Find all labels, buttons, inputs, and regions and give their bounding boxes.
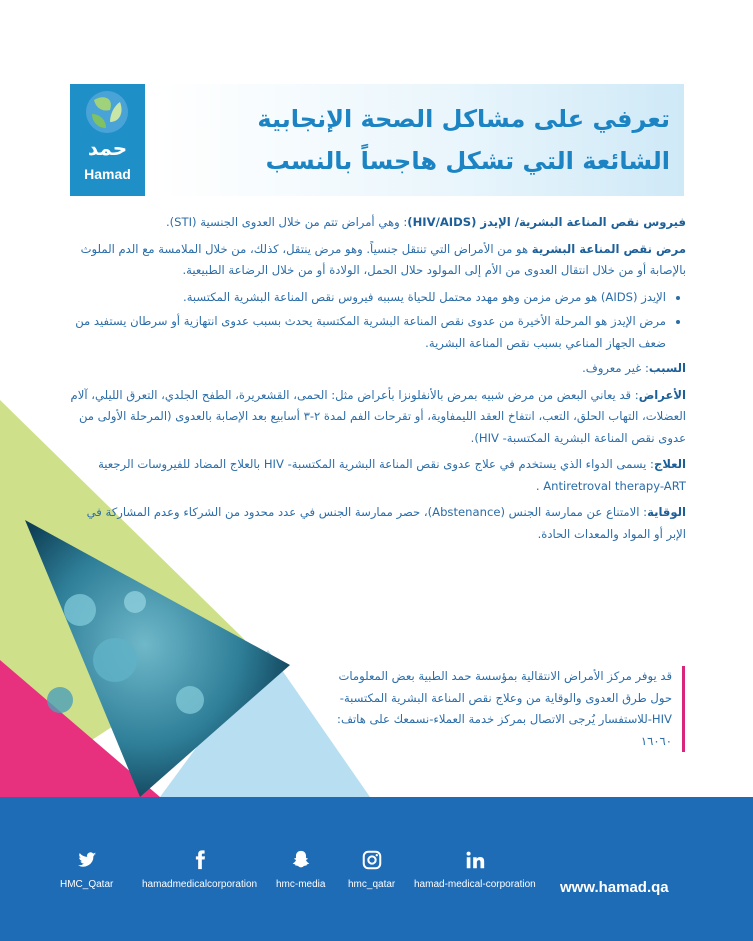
snapchat-icon (290, 849, 312, 871)
cause-paragraph (66, 358, 686, 380)
linkedin-icon (464, 849, 486, 871)
hiv-disease-paragraph (66, 239, 686, 282)
hiv-text: : وهي أمراض تتم من خلال العدوى الجنسية (STI). (165, 215, 408, 229)
prevention-paragraph (66, 502, 686, 545)
symptoms-paragraph (66, 385, 686, 450)
instagram-icon (361, 849, 383, 871)
hiv-paragraph (66, 212, 686, 234)
twitter-icon (76, 849, 98, 871)
hiv-heading: فيروس نقص المناعة البشرية/ الإيدز (HIV/AIDS) (407, 215, 686, 229)
social-snapchat[interactable] (276, 849, 325, 890)
title-banner (160, 84, 684, 196)
prevention-text: : الامتناع عن ممارسة الجنس (Abstenance)، حصر ممارسة الجنس في عدد محدود من الشركاء وعدم المشاركة في الإبر أو المواد والمعدات الحادة. (86, 505, 686, 541)
logo-arabic-text: حمد (87, 136, 128, 160)
prevention-heading: الوقاية (647, 505, 686, 519)
social-twitter[interactable] (60, 849, 113, 890)
hiv-disease-heading: مرض نقص المناعة البشرية (531, 241, 686, 256)
cause-heading: السبب (648, 361, 686, 375)
hamad-logo (70, 84, 145, 196)
list-item: • مرض الإيدز هو المرحلة الأخيرة من عدوى نقص المناعة البشرية المكتسبة يحدث بسبب عدوى انتهازية أو سرطان يستفيد من ضعف الجهاز المناعي بسبب نقص المناعة البشرية. (66, 311, 666, 354)
aids-bullet-list (66, 287, 686, 355)
symptoms-text: : قد يعاني البعض من مرض شبيه بمرض بالأنفلونزا بأعراض مثل: الحمى، القشعريرة، الطفح الجلدي، التعرق الليلي، آلام العضلات، التهاب الحلق، التعب، انتفاخ العقد الليمفاوية، أو تقرحات الفم لمدة ٢-٣ أسابيع بعد الإصابة بالعدوى (المرحلة الأولى من عدوى نقص المناعة البشرية المكتسبة- HIV). (70, 387, 686, 445)
treatment-heading: العلاج (653, 457, 686, 471)
social-label: hamadmedicalcorporation (142, 879, 258, 890)
facebook-icon (189, 849, 211, 871)
cause-text: : غير معروف. (582, 361, 649, 375)
title-line-1: تعرفي على مشاكل الصحة الإنجابية (257, 105, 670, 133)
list-item: • الإيدز (AIDS) هو مرض مزمن وهو مهدد محتمل للحياة يسببه فيروس نقص المناعة البشرية المكتسبة. (66, 287, 666, 309)
website-link[interactable]: www.hamad.qa (560, 879, 669, 896)
footer-bar (0, 797, 753, 941)
hiv-disease-text: هو من الأمراض التي تنتقل جنسياً. وهو مرض ينتقل، كذلك، من خلال الملامسة مع الدم الملوث بالإصابة أو من خلال انتقال العدوى من الأم إلى المولود حلال الحمل، الولادة أو من خلال الرضاعة الطبيعية. (80, 241, 686, 277)
page-title (170, 98, 670, 182)
treatment-text: : يسمى الدواء الذي يستخدم في علاج عدوى نقص المناعة البشرية المكتسبة- HIV بالعلاج المضاد للفيروسات الرجعية Antiretroval therapy-ART . (98, 457, 686, 493)
symptoms-heading: الأعراض (638, 387, 686, 402)
treatment-paragraph (66, 454, 686, 497)
social-linkedin[interactable] (414, 849, 536, 890)
social-label: hmc-media (276, 879, 326, 890)
title-line-2: الشائعة التي تشكل هاجساً بالنسب (265, 147, 670, 175)
social-facebook[interactable] (142, 849, 257, 890)
social-label: HMC_Qatar (60, 879, 114, 890)
logo-english-text: Hamad (84, 166, 131, 182)
social-instagram[interactable] (348, 849, 395, 890)
article-body (66, 212, 686, 550)
social-label: hamad-medical-corporation (414, 879, 536, 890)
social-label: hmc_qatar (348, 879, 396, 890)
leaf-icon (70, 84, 145, 144)
info-callout: قد يوفر مركز الأمراض الانتقالية بمؤسسة حمد الطبية بعض المعلومات حول طرق العدوى والوقاية من وعلاج نقص المناعة البشرية المكتسبة-HIV-للاستفسار يُرجى الاتصال بمركز خدمة العملاء-نسمعك على هاتف: ١٦٠٦٠ (320, 666, 685, 752)
